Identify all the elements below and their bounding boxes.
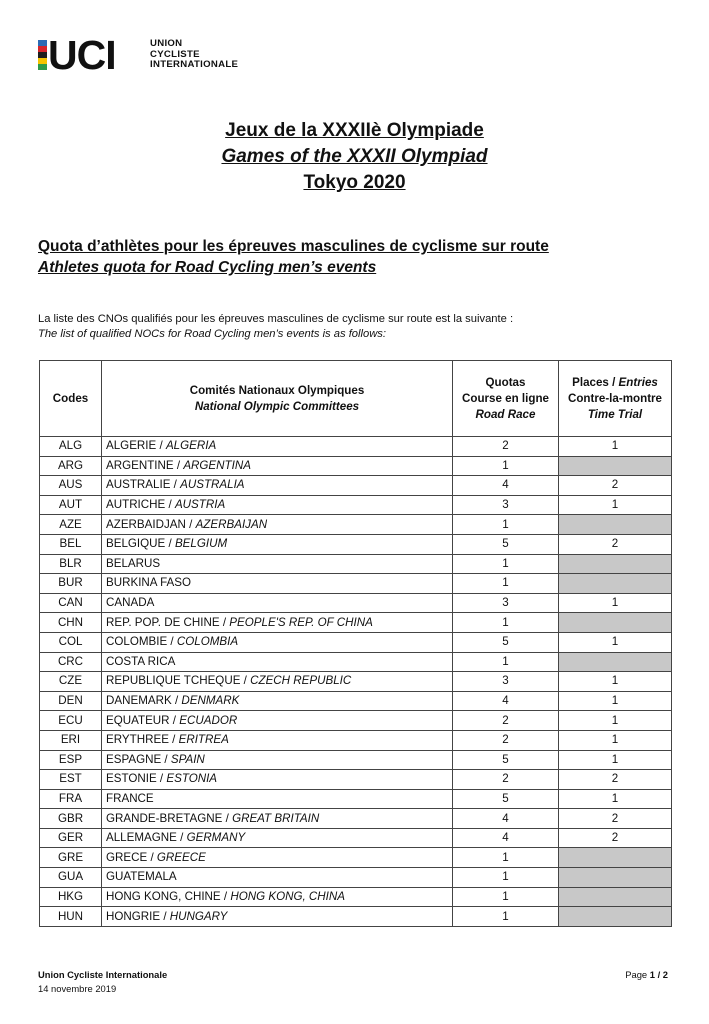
cell-code: BUR (40, 574, 102, 594)
noc-name-fr: BELARUS (106, 556, 161, 570)
cell-road-race: 2 (453, 770, 559, 790)
cell-time-trial (559, 848, 672, 868)
cell-noc: ESTONIE / ESTONIA (102, 770, 453, 790)
cell-road-race: 1 (453, 554, 559, 574)
cell-road-race: 1 (453, 613, 559, 633)
page-number (625, 968, 668, 982)
header-tt-line3: Time Trial (587, 407, 643, 421)
table-row (40, 593, 672, 613)
cell-time-trial (559, 887, 672, 907)
cell-noc: HONG KONG, CHINE / HONG KONG, CHINA (102, 887, 453, 907)
logo-line-3: INTERNATIONALE (150, 59, 239, 71)
noc-name-fr: COLOMBIE (106, 635, 168, 649)
cell-code: GBR (40, 809, 102, 829)
cell-time-trial (559, 574, 672, 594)
cell-road-race: 3 (453, 593, 559, 613)
cell-code: AUS (40, 476, 102, 496)
noc-name-fr: AZERBAIDJAN (106, 517, 186, 531)
cell-code: BEL (40, 534, 102, 554)
cell-road-race: 3 (453, 495, 559, 515)
cell-code: GER (40, 828, 102, 848)
noc-name-fr: ERYTHREE (106, 733, 169, 747)
table-row (40, 495, 672, 515)
table-row (40, 554, 672, 574)
noc-name-fr: REP. POP. DE CHINE (106, 615, 220, 629)
header-rr-line2: Course en ligne (462, 391, 549, 405)
cell-code: AUT (40, 495, 102, 515)
cell-code: CAN (40, 593, 102, 613)
cell-code: AZE (40, 515, 102, 535)
cell-road-race: 4 (453, 476, 559, 496)
table-row (40, 730, 672, 750)
cell-noc: DANEMARK / DENMARK (102, 691, 453, 711)
cell-time-trial: 2 (559, 828, 672, 848)
cell-time-trial (559, 554, 672, 574)
noc-name-fr: HONG KONG, CHINE (106, 889, 221, 903)
cell-time-trial: 1 (559, 730, 672, 750)
table-row (40, 515, 672, 535)
cell-time-trial (559, 456, 672, 476)
noc-name-fr: CANADA (106, 596, 155, 610)
header-road-race (453, 361, 559, 437)
cell-time-trial: 1 (559, 750, 672, 770)
cell-road-race: 1 (453, 652, 559, 672)
cell-code: ERI (40, 730, 102, 750)
cell-time-trial: 1 (559, 672, 672, 692)
header-noc (102, 361, 453, 437)
noc-name-en: BELGIUM (174, 537, 228, 551)
cell-code: ECU (40, 711, 102, 731)
logo-line-2: CYCLISTE (150, 48, 200, 60)
cell-road-race: 4 (453, 828, 559, 848)
cell-time-trial: 1 (559, 437, 672, 457)
header-time-trial (559, 361, 672, 437)
noc-name-en: HUNGARY (169, 909, 228, 923)
subtitle-fr: Quota d’athlètes pour les épreuves masculines de cyclisme sur route (38, 238, 549, 255)
table-row (40, 770, 672, 790)
cell-code: BLR (40, 554, 102, 574)
table-row (40, 613, 672, 633)
intro-fr: La liste des CNOs qualifiés pour les épreuves masculines de cyclisme sur route est la suivante : (38, 313, 514, 325)
cell-noc: ALLEMAGNE / GERMANY (102, 828, 453, 848)
cell-road-race: 5 (453, 789, 559, 809)
cell-code: GRE (40, 848, 102, 868)
noc-name-fr: AUSTRALIE (106, 478, 171, 492)
noc-name-en: ALGERIA (165, 439, 217, 453)
noc-name-en: GREECE (156, 850, 206, 864)
cell-road-race: 4 (453, 691, 559, 711)
noc-name-en: ARGENTINA (183, 458, 251, 472)
cell-time-trial (559, 868, 672, 888)
cell-time-trial: 1 (559, 691, 672, 711)
cell-noc: ARGENTINE / ARGENTINA (102, 456, 453, 476)
table-row (40, 711, 672, 731)
footer-org: Union Cycliste Internationale (38, 969, 168, 980)
noc-name-en: AUSTRALIA (180, 478, 245, 492)
cell-road-race: 1 (453, 848, 559, 868)
noc-name-en: AUSTRIA (174, 498, 226, 512)
noc-name-en: COLOMBIA (176, 635, 239, 649)
header-tt-line1 (559, 375, 671, 391)
table-row (40, 848, 672, 868)
cell-code: ESP (40, 750, 102, 770)
table-row (40, 868, 672, 888)
cell-code: FRA (40, 789, 102, 809)
header-tt-line2: Contre-la-montre (567, 391, 663, 405)
logo-wordmark (150, 39, 238, 71)
cell-noc (102, 652, 453, 672)
uci-logo-mark (38, 32, 146, 78)
noc-name-fr: AUTRICHE (106, 498, 166, 512)
noc-name-fr: ESTONIE (106, 772, 157, 786)
cell-noc: ESPAGNE / SPAIN (102, 750, 453, 770)
logo-letters: UCI (48, 32, 116, 78)
table-row (40, 476, 672, 496)
table-row (40, 828, 672, 848)
cell-code: HKG (40, 887, 102, 907)
noc-name-fr: COSTA RICA (106, 654, 176, 668)
header-rr-line1: Quotas (485, 375, 526, 389)
table-row (40, 691, 672, 711)
cell-time-trial: 1 (559, 711, 672, 731)
cell-time-trial (559, 652, 672, 672)
noc-name-fr: REPUBLIQUE TCHEQUE (106, 674, 241, 688)
table-row (40, 672, 672, 692)
cell-time-trial: 1 (559, 632, 672, 652)
cell-time-trial (559, 613, 672, 633)
noc-name-fr: ALGERIE (106, 439, 157, 453)
cell-road-race: 3 (453, 672, 559, 692)
cell-time-trial: 2 (559, 476, 672, 496)
cell-noc: AUTRICHE / AUSTRIA (102, 495, 453, 515)
title-en: Games of the XXXII Olympiad (221, 146, 488, 167)
cell-code: ALG (40, 437, 102, 457)
cell-time-trial: 2 (559, 770, 672, 790)
cell-code: GUA (40, 868, 102, 888)
logo-line-1: UNION (150, 38, 183, 50)
noc-name-en: GREAT BRITAIN (232, 811, 320, 825)
cell-noc: ALGERIE / ALGERIA (102, 437, 453, 457)
cell-road-race: 1 (453, 887, 559, 907)
table-body (40, 437, 672, 927)
quota-table (39, 360, 672, 927)
cell-code: HUN (40, 907, 102, 927)
header-tt-places: Places / (572, 375, 619, 389)
table-row (40, 907, 672, 927)
cell-noc: REP. POP. DE CHINE / PEOPLE'S REP. OF CHINA (102, 613, 453, 633)
cell-code: ARG (40, 456, 102, 476)
table-row (40, 632, 672, 652)
cell-time-trial: 1 (559, 789, 672, 809)
cell-road-race: 1 (453, 515, 559, 535)
noc-name-fr: DANEMARK (106, 694, 172, 708)
noc-name-fr: ALLEMAGNE (106, 831, 177, 845)
cell-code: CHN (40, 613, 102, 633)
cell-road-race: 1 (453, 456, 559, 476)
noc-name-fr: EQUATEUR (106, 713, 170, 727)
footer (38, 968, 167, 996)
noc-name-en: ECUADOR (179, 713, 238, 727)
cell-time-trial: 1 (559, 495, 672, 515)
intro-text (38, 312, 513, 342)
noc-name-en: GERMANY (186, 831, 246, 845)
noc-name-fr: BELGIQUE (106, 537, 166, 551)
cell-code: DEN (40, 691, 102, 711)
cell-road-race: 1 (453, 907, 559, 927)
document-title (0, 118, 709, 196)
table-row (40, 456, 672, 476)
page-label: Page (625, 969, 650, 980)
noc-name-fr: ESPAGNE (106, 752, 162, 766)
noc-name-fr: FRANCE (106, 791, 154, 805)
noc-name-en: ERITREA (178, 733, 229, 747)
cell-time-trial: 2 (559, 809, 672, 829)
noc-name-fr: GRANDE-BRETAGNE (106, 811, 223, 825)
cell-noc: BELGIQUE / BELGIUM (102, 534, 453, 554)
cell-noc: COLOMBIE / COLOMBIA (102, 632, 453, 652)
intro-en: The list of qualified NOCs for Road Cycling men’s events is as follows: (38, 328, 386, 340)
cell-road-race: 1 (453, 868, 559, 888)
cell-road-race: 1 (453, 574, 559, 594)
cell-noc: ERYTHREE / ERITREA (102, 730, 453, 750)
table-row (40, 809, 672, 829)
noc-name-fr: GUATEMALA (106, 870, 177, 884)
cell-noc: AUSTRALIE / AUSTRALIA (102, 476, 453, 496)
cell-time-trial (559, 907, 672, 927)
cell-noc: AZERBAIDJAN / AZERBAIJAN (102, 515, 453, 535)
cell-code: EST (40, 770, 102, 790)
rainbow-stripes-icon (38, 40, 47, 70)
cell-noc: HONGRIE / HUNGARY (102, 907, 453, 927)
cell-noc (102, 574, 453, 594)
noc-name-fr: ARGENTINE (106, 458, 174, 472)
cell-noc (102, 554, 453, 574)
cell-code: CRC (40, 652, 102, 672)
document-subtitle (38, 236, 549, 278)
cell-time-trial (559, 515, 672, 535)
cell-road-race: 2 (453, 730, 559, 750)
cell-noc (102, 868, 453, 888)
header-noc-fr: Comités Nationaux Olympiques (189, 383, 365, 397)
table-row (40, 437, 672, 457)
table-row (40, 887, 672, 907)
cell-noc: EQUATEUR / ECUADOR (102, 711, 453, 731)
noc-name-en: DENMARK (181, 694, 240, 708)
header-rr-line3: Road Race (475, 407, 536, 421)
header-codes: Codes (40, 361, 102, 437)
noc-name-fr: BURKINA FASO (106, 576, 192, 590)
page-num: 1 / 2 (649, 969, 668, 980)
cell-noc: GRECE / GREECE (102, 848, 453, 868)
noc-name-en: PEOPLE'S REP. OF CHINA (229, 615, 373, 629)
title-fr: Jeux de la XXXIIè Olympiade (225, 120, 484, 141)
uci-logo (38, 32, 239, 78)
cell-code: COL (40, 632, 102, 652)
cell-time-trial: 1 (559, 593, 672, 613)
cell-road-race: 2 (453, 711, 559, 731)
noc-name-en: SPAIN (170, 752, 205, 766)
footer-date: 14 novembre 2019 (38, 983, 117, 994)
cell-code: CZE (40, 672, 102, 692)
stripe (38, 64, 47, 70)
header-noc-en: National Olympic Committees (194, 399, 360, 413)
subtitle-en: Athletes quota for Road Cycling men’s events (38, 259, 377, 276)
table-row (40, 652, 672, 672)
noc-name-en: HONG KONG, CHINA (230, 889, 346, 903)
noc-name-en: ESTONIA (166, 772, 218, 786)
noc-name-en: AZERBAIJAN (195, 517, 268, 531)
cell-road-race: 5 (453, 750, 559, 770)
table-row (40, 789, 672, 809)
cell-road-race: 4 (453, 809, 559, 829)
noc-name-fr: HONGRIE (106, 909, 161, 923)
table-row (40, 574, 672, 594)
title-event: Tokyo 2020 (303, 172, 406, 193)
cell-noc: REPUBLIQUE TCHEQUE / CZECH REPUBLIC (102, 672, 453, 692)
table-header-row (40, 361, 672, 437)
header-tt-entries: Entries (618, 375, 658, 389)
cell-road-race: 5 (453, 632, 559, 652)
noc-name-fr: GRECE (106, 850, 148, 864)
cell-road-race: 5 (453, 534, 559, 554)
noc-name-en: CZECH REPUBLIC (250, 674, 352, 688)
table-row (40, 750, 672, 770)
cell-road-race: 2 (453, 437, 559, 457)
table-row (40, 534, 672, 554)
cell-noc (102, 593, 453, 613)
cell-time-trial: 2 (559, 534, 672, 554)
cell-noc: GRANDE-BRETAGNE / GREAT BRITAIN (102, 809, 453, 829)
cell-noc (102, 789, 453, 809)
